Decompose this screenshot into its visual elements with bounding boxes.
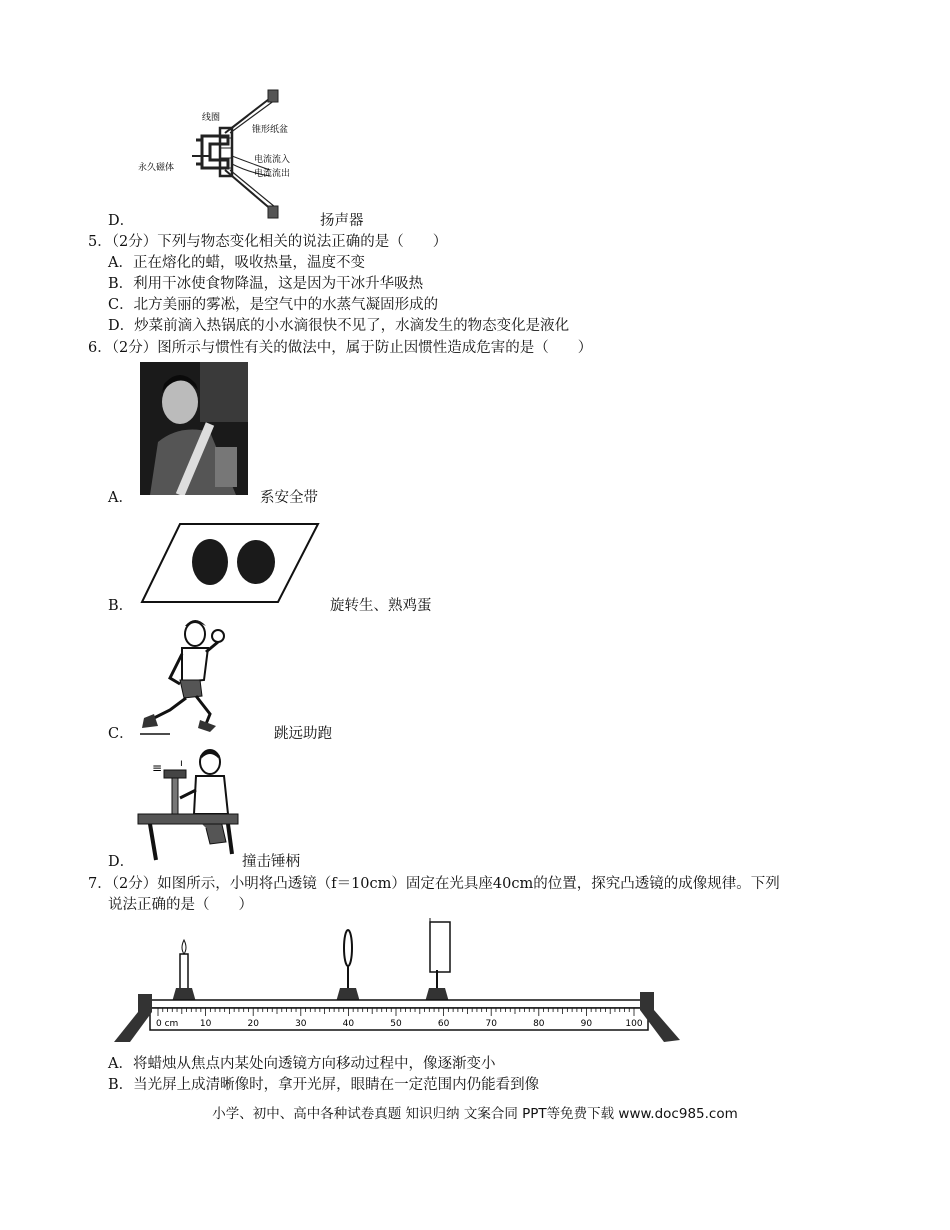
bench-tick-label: 0 cm <box>156 1019 179 1029</box>
bench-tick-label: 60 <box>437 1019 450 1029</box>
q7-stem-line1: 7．（2分）如图所示，小明将凸透镜（f＝10cm）固定在光具座40cm的位置，探究凸透镜的成像规律。下列 <box>88 876 780 892</box>
bench-tick-label: 30 <box>295 1019 307 1029</box>
bench-tick-label: 80 <box>533 1019 545 1029</box>
q6-option-d-caption: 撞击锤柄 <box>242 854 300 870</box>
q6-option-b-label: B． <box>108 598 134 614</box>
q5-option-b: B．利用干冰使食物降温，这是因为干冰升华吸热 <box>108 276 424 292</box>
q6-option-c-label: C． <box>108 726 134 742</box>
q7-option-a: A．将蜡烛从焦点内某处向透镜方向移动过程中，像逐渐变小 <box>108 1056 496 1072</box>
label-magnet: 永久磁体 <box>138 163 175 173</box>
speaker-figure <box>130 88 330 223</box>
label-current-in: 电流流入 <box>254 155 291 165</box>
q5-option-d: D．炒菜前滴入热锅底的小水滴很快不见了，水滴发生的物态变化是液化 <box>108 318 570 334</box>
q6-option-c-caption: 跳远助跑 <box>274 726 332 742</box>
q6-stem: 6．（2分）图所示与惯性有关的做法中，属于防止因惯性造成危害的是（ ） <box>88 340 593 356</box>
bench-tick-label: 100 <box>625 1019 643 1029</box>
q7-stem-line2: 说法正确的是（ ） <box>108 897 253 913</box>
q4-option-d-caption: 扬声器 <box>320 213 364 229</box>
q4-option-d-label: D． <box>108 213 135 229</box>
bench-tick-label: 50 <box>390 1019 402 1029</box>
q5-stem: 5．（2分）下列与物态变化相关的说法正确的是（ ） <box>88 234 448 250</box>
page-footer: 小学、初中、高中各种试卷真题 知识归纳 文案合同 PPT等免费下载 www.doc985.com <box>212 1106 738 1122</box>
q5-option-c: C．北方美丽的雾凇，是空气中的水蒸气凝固形成的 <box>108 297 439 313</box>
label-current-out: 电流流出 <box>254 169 291 179</box>
bench-tick-label: 70 <box>485 1019 497 1029</box>
seatbelt-photo <box>140 362 248 495</box>
runner-drawing <box>140 614 240 736</box>
q5-option-a: A．正在熔化的蜡，吸收热量，温度不变 <box>108 255 365 271</box>
q6-option-b-caption: 旋转生、熟鸡蛋 <box>330 598 432 614</box>
bench-tick-label: 40 <box>342 1019 355 1029</box>
q7-option-b: B．当光屏上成清晰像时，拿开光屏，眼睛在一定范围内仍能看到像 <box>108 1077 540 1093</box>
optical-bench-figure <box>112 918 682 1044</box>
q6-option-a-label: A． <box>108 490 133 506</box>
q6-option-a-caption: 系安全带 <box>260 490 318 506</box>
svg-text:≡: ≡ <box>152 761 163 775</box>
label-coil: 线圈 <box>202 113 221 123</box>
label-cone: 锥形纸盆 <box>252 125 289 135</box>
q6-option-d-label: D． <box>108 854 135 870</box>
bench-tick-label: 90 <box>580 1019 593 1029</box>
eggs-drawing <box>140 522 320 604</box>
svg-text:ı: ı <box>180 758 183 769</box>
bench-tick-label: 10 <box>199 1019 212 1029</box>
bench-tick-label: 20 <box>247 1019 259 1029</box>
hammer-drawing <box>136 744 240 862</box>
